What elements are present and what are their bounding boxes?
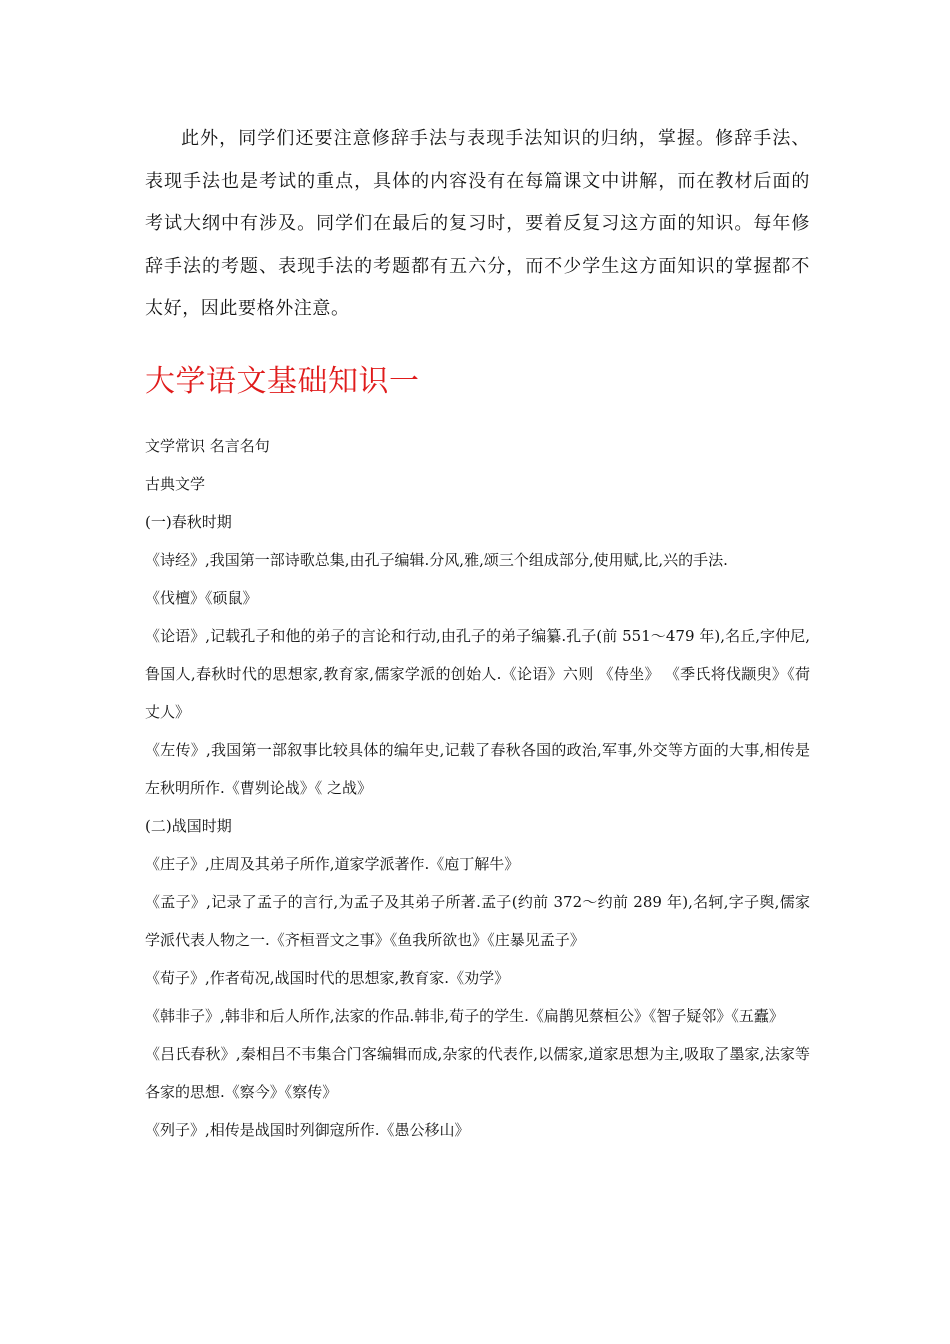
section-title: 大学语文基础知识一 [145, 364, 420, 399]
body-line-xunzi: 《荀子》,作者荀况,战国时代的思想家,教育家.《劝学》 [145, 969, 510, 987]
body-line-lunyu: 《论语》,记载孔子和他的弟子的言论和行动,由孔子的弟子编纂.孔子(前 551～479 年),名丘,字仲尼,鲁国人,春秋时代的思想家,教育家,儒家学派的创始人.《论语》六则 《侍坐》 《季氏将伐颛臾》《荷 丈人》 [145, 627, 810, 721]
section-body [145, 427, 810, 1149]
body-line-shijing: 《诗经》,我国第一部诗歌总集,由孔子编辑.分风,雅,颂三个组成部分,使用赋,比,兴的手法. [145, 551, 728, 569]
body-line-shijing-works: 《伐檀》《硕鼠》 [145, 589, 258, 607]
body-line-lushichunqiu: 《吕氏春秋》,秦相吕不韦集合门客编辑而成,杂家的代表作,以儒家,道家思想为主,吸取了墨家,法家等各家的思想.《察今》《察传》 [145, 1045, 810, 1101]
body-line-zuozhuan: 《左传》,我国第一部叙事比较具体的编年史,记载了春秋各国的政治,军事,外交等方面的大事,相传是左秋明所作.《曹刿论战》《 之战》 [145, 741, 810, 797]
body-line-liezi: 《列子》,相传是战国时列御寇所作.《愚公移山》 [145, 1121, 470, 1139]
body-line-zhuangzi: 《庄子》,庄周及其弟子所作,道家学派著作.《庖丁解牛》 [145, 855, 520, 873]
body-line-period-warring-states: (二)战国时期 [145, 817, 232, 835]
body-line-mengzi: 《孟子》,记录了孟子的言行,为孟子及其弟子所著.孟子(约前 372～约前 289 年),名轲,字子舆,儒家学派代表人物之一.《齐桓晋文之事》《鱼我所欲也》《庄暴见孟子》 [145, 893, 810, 949]
body-line-hanfeizi: 《韩非子》,韩非和后人所作,法家的作品.韩非,荀子的学生.《扁鹊见蔡桓公》《智子疑邻》《五蠹》 [145, 1007, 784, 1025]
body-line-classical-literature: 古典文学 [145, 475, 206, 493]
body-line-category: 文学常识 名言名句 [145, 437, 270, 455]
intro-paragraph: 此外，同学们还要注意修辞手法与表现手法知识的归纳，掌握。修辞手法、表现手法也是考试的重点，具体的内容没有在每篇课文中讲解，而在教材后面的考试大纲中有涉及。同学们在最后的复习时，要着反复习这方面的知识。每年修辞手法的考题、表现手法的考题都有五六分，而不少学生这方面知识的掌握都不太好，因此要格外注意。 [145, 128, 810, 319]
body-line-period-spring-autumn: (一)春秋时期 [145, 513, 232, 531]
